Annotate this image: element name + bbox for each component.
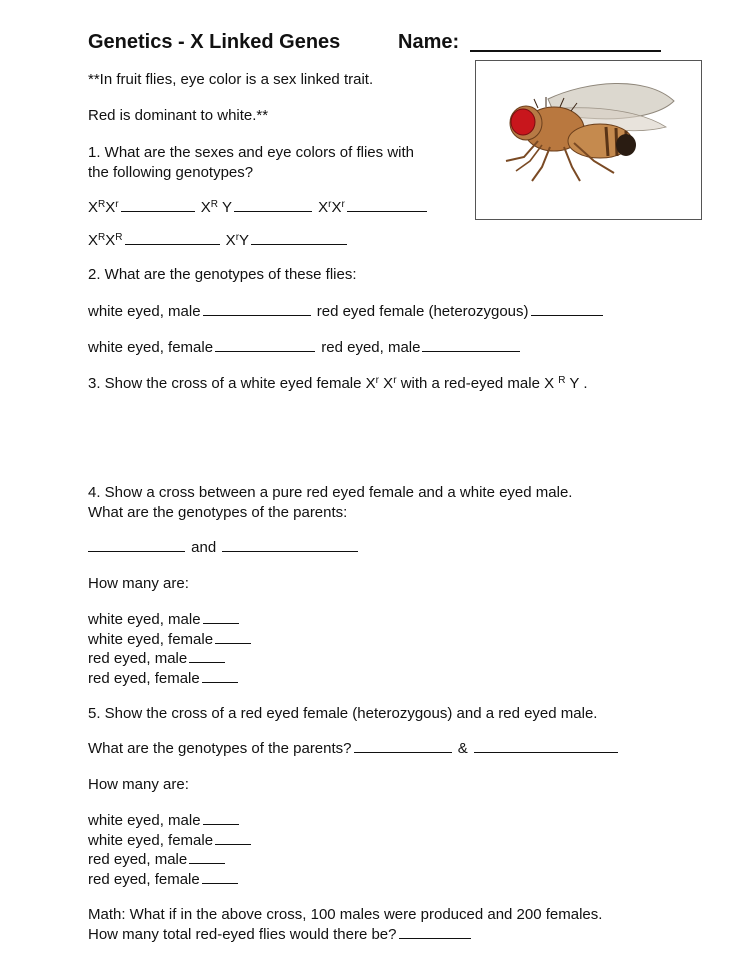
math-line-1: Math: What if in the above cross, 100 males were produced and 200 females.: [88, 906, 603, 923]
name-blank[interactable]: [470, 50, 661, 52]
genotype-1: $X^RX^r$: [88, 199, 119, 216]
genotype-4: $X^RX^R$: [88, 232, 123, 249]
question-3: 3. Show the cross of a white eyed female $X^r$ $X^r$ with a red-eyed male X $^R$ Y .: [88, 375, 588, 392]
q4-count-blank[interactable]: [189, 649, 225, 663]
genotype-2-blank[interactable]: [234, 198, 312, 212]
question-2-row-2: [88, 338, 522, 357]
question-2-row-1: [88, 302, 605, 321]
fruit-fly-illustration: [476, 61, 701, 219]
genotype-2: $X^R$ Y: [200, 199, 232, 216]
genotype-3-blank[interactable]: [347, 198, 427, 212]
intro-line-2: Red is dominant to white.**: [88, 107, 269, 124]
q5-count-blank[interactable]: [189, 850, 225, 864]
math-question: [88, 905, 602, 944]
genotype-3: $X^rX^r$: [318, 199, 345, 216]
question-5-how-many: How many are:: [88, 776, 189, 793]
question-4-line-1: 4. Show a cross between a pure red eyed female and a white eyed male.: [88, 484, 573, 501]
q4-count-blank[interactable]: [203, 610, 239, 624]
question-4: [88, 483, 572, 522]
genotype-5: $X^rY$: [225, 232, 250, 249]
q5-count-row: red eyed, female: [88, 870, 253, 890]
q4-count-row: white eyed, female: [88, 630, 253, 650]
q4-count-blank[interactable]: [215, 630, 251, 644]
question-5: 5. Show the cross of a red eyed female (heterozygous) and a red eyed male.: [88, 705, 598, 722]
q4-count-blank[interactable]: [202, 669, 238, 683]
math-line-2: How many total red-eyed flies would there be?: [88, 925, 602, 945]
math-answer-blank[interactable]: [399, 925, 471, 939]
genotype-5-blank[interactable]: [251, 231, 347, 245]
name-label: Name:: [398, 31, 460, 53]
q4-parent-1-blank[interactable]: [88, 538, 185, 552]
white-eyed-male-label: white eyed, male: [88, 303, 201, 320]
q4-count-row: white eyed, male: [88, 610, 253, 630]
red-eyed-male-label: red eyed, male: [321, 339, 421, 356]
fruit-fly-image-frame: [475, 60, 702, 220]
question-4-parents-row: [88, 538, 360, 557]
worksheet-title: Genetics - X Linked Genes: [88, 31, 341, 53]
genotype-4-blank[interactable]: [125, 231, 220, 245]
red-eyed-male-blank[interactable]: [422, 338, 520, 352]
genotype-row-1: [88, 198, 429, 217]
question-4-how-many: How many are:: [88, 575, 189, 592]
white-eyed-female-label: white eyed, female: [88, 339, 214, 356]
genotype-1-blank[interactable]: [121, 198, 195, 212]
q5-count-blank[interactable]: [215, 831, 251, 845]
q5-count-row: red eyed, male: [88, 850, 253, 870]
q5-count-row: white eyed, male: [88, 811, 253, 831]
and-label: and: [191, 539, 217, 556]
white-eyed-male-blank[interactable]: [203, 302, 311, 316]
q5-parent-2-blank[interactable]: [474, 739, 618, 753]
question-1-line-1: 1. What are the sexes and eye colors of flies with: [88, 144, 414, 161]
white-eyed-female-blank[interactable]: [215, 338, 315, 352]
q4-count-row: red eyed, male: [88, 649, 253, 669]
q5-count-row: white eyed, female: [88, 831, 253, 851]
ampersand-label: &: [457, 740, 468, 757]
q5-parent-1-blank[interactable]: [354, 739, 452, 753]
question-5-prompt: What are the genotypes of the parents?: [88, 740, 352, 757]
genotype-row-2: [88, 231, 349, 250]
red-eyed-female-het-blank[interactable]: [531, 302, 603, 316]
intro-line-1: **In fruit flies, eye color is a sex linked trait.: [88, 71, 374, 88]
q5-count-blank[interactable]: [203, 811, 239, 825]
question-1: [88, 143, 414, 182]
question-4-line-2: What are the genotypes of the parents:: [88, 503, 348, 521]
question-5-parents-row: [88, 739, 620, 758]
red-eyed-female-het-label: red eyed female (heterozygous): [316, 303, 529, 320]
q5-count-blank[interactable]: [202, 870, 238, 884]
question-2-prompt: 2. What are the genotypes of these flies:: [88, 266, 357, 283]
q4-count-row: red eyed, female: [88, 669, 253, 689]
question-4-counts: [88, 610, 253, 688]
q4-parent-2-blank[interactable]: [222, 538, 358, 552]
question-5-counts: [88, 811, 253, 889]
question-1-line-2: the following genotypes?: [88, 163, 254, 181]
